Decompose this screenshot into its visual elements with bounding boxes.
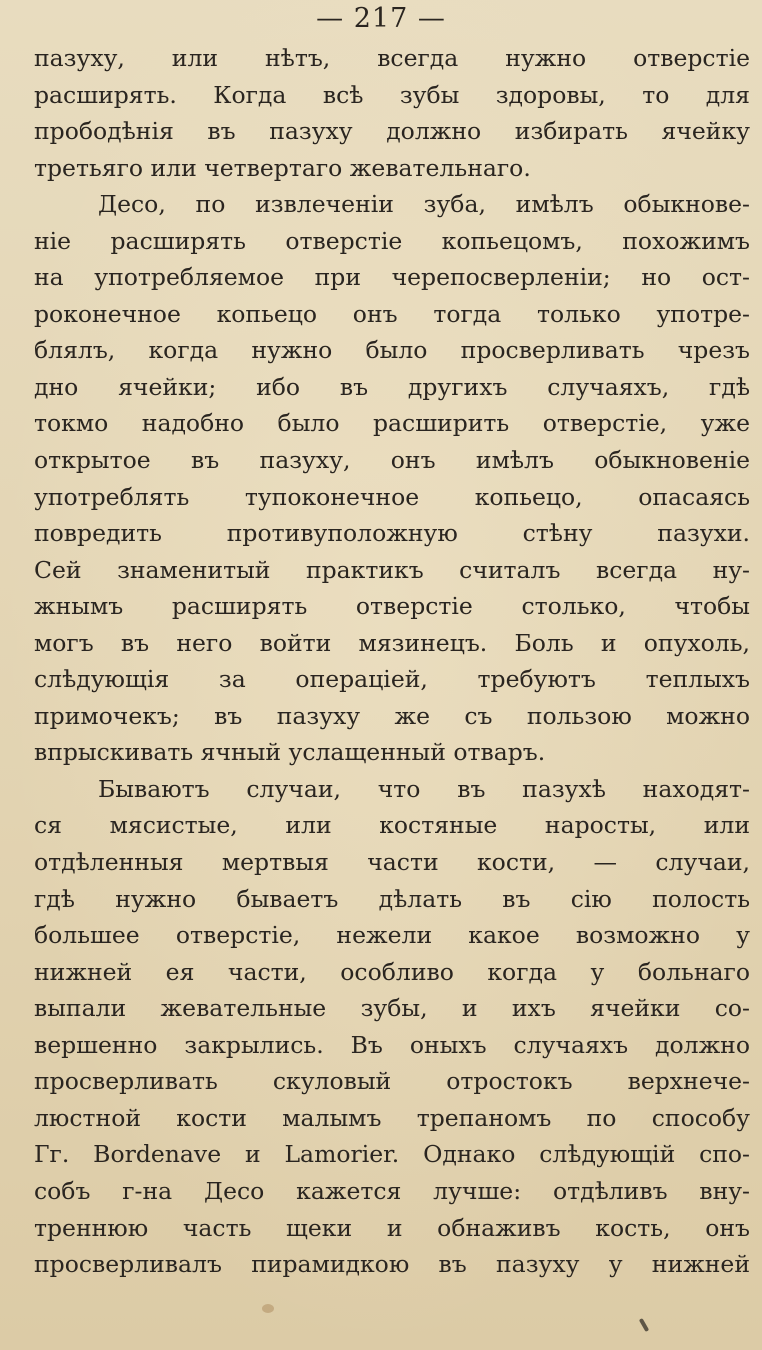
text-line: впрыскивать ячный услащенный отваръ. <box>34 738 546 767</box>
body-text <box>34 40 750 1283</box>
text-line: ніе расширять отверстіе копьецомъ, похожимъ <box>34 226 750 255</box>
text-line: могъ въ него войти мязинецъ. Боль и опухоль, <box>34 628 750 657</box>
text-line: слѣдующія за операціей, требуютъ теплыхъ <box>34 665 750 694</box>
text-line: расширять. Когда всѣ зубы здоровы, то для <box>34 80 750 109</box>
ink-spot <box>639 1318 649 1332</box>
text-line: блялъ, когда нужно было просверливать чрезъ <box>34 336 750 365</box>
text-line: вершенно закрылись. Въ оныхъ случаяхъ должно <box>34 1030 750 1059</box>
text-line: собъ г-на Десо кажется лучше: отдѣливъ вну- <box>34 1176 750 1205</box>
text-line: употреблять тупоконечное копьецо, опасаясь <box>34 482 750 511</box>
text-line: на употребляемое при черепосверленіи; но ост- <box>34 263 750 292</box>
text-line: отдѣленныя мертвыя части кости, — случаи, <box>34 848 750 877</box>
text-line: просверливать скуловый отростокъ верхнече- <box>34 1067 750 1096</box>
text-line: прободѣнія въ пазуху должно избирать ячейку <box>34 117 750 146</box>
text-line: гдѣ нужно бываетъ дѣлать въ сію полость <box>34 884 750 913</box>
text-line: люстной кости малымъ трепаномъ по способу <box>34 1103 750 1132</box>
text-line: роконечное копьецо онъ тогда только употре- <box>34 299 750 328</box>
text-line: дно ячейки; ибо въ другихъ случаяхъ, гдѣ <box>34 372 750 401</box>
text-line: открытое въ пазуху, онъ имѣлъ обыкновеніе <box>34 446 750 475</box>
text-line: токмо надобно было расширить отверстіе, уже <box>34 409 750 438</box>
text-line: примочекъ; въ пазуху же съ пользою можно <box>34 701 750 730</box>
text-line: Сей знаменитый практикъ считалъ всегда ну- <box>34 555 750 584</box>
page-number: — 217 — <box>316 3 446 34</box>
text-line: повредить противуположную стѣну пазухи. <box>34 519 750 548</box>
text-line: большее отверстіе, нежели какое возможно у <box>34 921 750 950</box>
text-line: Десо, по извлеченіи зуба, имѣлъ обыкнове- <box>98 190 750 219</box>
text-line: просверливалъ пирамидкою въ пазуху у нижней <box>34 1250 750 1279</box>
text-line: жнымъ расширять отверстіе столько, чтобы <box>34 592 750 621</box>
text-line: третьяго или четвертаго жевательнаго. <box>34 153 531 182</box>
ink-spot <box>262 1304 274 1313</box>
text-line: пазуху, или нѣтъ, всегда нужно отверстіе <box>34 44 750 72</box>
text-line: Бываютъ случаи, что въ пазухѣ находят- <box>98 774 750 803</box>
text-line: Гг. Bordenave и Lamorier. Однако слѣдующій спо- <box>34 1140 750 1169</box>
text-line: ся мясистые, или костяные наросты, или <box>34 811 750 840</box>
text-line: выпали жевательные зубы, и ихъ ячейки со- <box>34 994 750 1023</box>
text-line: треннюю часть щеки и обнаживъ кость, онъ <box>34 1213 750 1242</box>
text-line: нижней ея части, особливо когда у больнаго <box>34 957 750 986</box>
